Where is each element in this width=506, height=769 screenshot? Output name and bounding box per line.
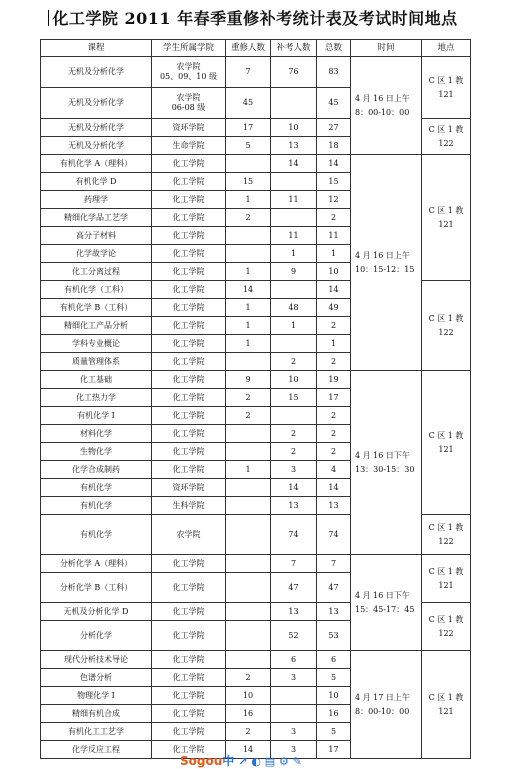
cell-course: 分析化学 [41, 621, 152, 651]
cell-makeup [271, 88, 317, 119]
cell-retake: 1 [226, 191, 271, 209]
cell-course: 无机及分析化学 [41, 57, 152, 88]
cell-retake: 15 [226, 173, 271, 191]
title-text: 化工学院 2011 年春季重修补考统计表及考试时间地点 [52, 9, 458, 28]
cell-college: 化工学院 [152, 263, 226, 281]
cell-college: 化工学院 [152, 443, 226, 461]
cell-course: 有机化学 [41, 515, 152, 555]
cell-retake: 10 [226, 687, 271, 705]
cell-makeup: 15 [271, 389, 317, 407]
cell-college: 化工学院 [152, 603, 226, 621]
cell-retake [226, 603, 271, 621]
cell-course: 精细有机合成 [41, 705, 152, 723]
cell-total: 13 [317, 603, 351, 621]
table-row [41, 651, 471, 669]
cell-makeup: 76 [271, 57, 317, 88]
cell-retake [226, 227, 271, 245]
cell-course: 有机化学 I [41, 407, 152, 425]
cell-makeup: 3 [271, 741, 317, 759]
table-header [41, 40, 471, 57]
cell-makeup: 14 [271, 479, 317, 497]
cell-retake: 7 [226, 57, 271, 88]
cell-college: 化工学院 [152, 371, 226, 389]
cell-college: 化工学院 [152, 669, 226, 687]
cell-makeup: 2 [271, 443, 317, 461]
cell-college: 化工学院 [152, 651, 226, 669]
cell-total: 2 [317, 353, 351, 371]
cell-retake: 1 [226, 335, 271, 353]
cell-total: 45 [317, 88, 351, 119]
header-time: 时间 [351, 40, 422, 57]
cell-retake: 14 [226, 741, 271, 759]
cell-makeup: 52 [271, 621, 317, 651]
cell-college: 农学院 [152, 515, 226, 555]
cell-total: 2 [317, 317, 351, 335]
cell-exam-time: 4 月 16 日下午 13：30-15：30 [351, 371, 422, 555]
cell-course: 无机及分析化学 [41, 137, 152, 155]
cell-course: 化学故学论 [41, 245, 152, 263]
cell-retake: 5 [226, 137, 271, 155]
cell-total: 1 [317, 245, 351, 263]
cell-exam-place: C 区 1 教 121 [422, 371, 471, 515]
cell-course: 精细化工产品分析 [41, 317, 152, 335]
cell-exam-time: 4 月 16 日上午 8：00-10：00 [351, 57, 422, 155]
cell-course: 无机及分析化学 [41, 88, 152, 119]
cell-retake: 14 [226, 281, 271, 299]
cell-course: 分析化学 B（工科） [41, 573, 152, 603]
table-row [41, 155, 471, 173]
cell-course: 有机化学 [41, 479, 152, 497]
cell-total: 13 [317, 497, 351, 515]
cell-college: 化工学院 [152, 155, 226, 173]
cell-total: 5 [317, 669, 351, 687]
text-cursor [48, 10, 49, 26]
cell-retake [226, 425, 271, 443]
cell-retake [226, 621, 271, 651]
cell-course: 有机化学 A（理科） [41, 155, 152, 173]
cell-makeup: 2 [271, 353, 317, 371]
cell-course: 有机化学（工科） [41, 281, 152, 299]
cell-retake: 1 [226, 317, 271, 335]
cell-college: 化工学院 [152, 353, 226, 371]
cell-exam-place: C 区 1 教 122 [422, 603, 471, 651]
cell-college: 化工学院 [152, 209, 226, 227]
cell-total: 2 [317, 425, 351, 443]
cell-course: 现代分析技术导论 [41, 651, 152, 669]
cell-course: 精细化学品工艺学 [41, 209, 152, 227]
table-row [41, 555, 471, 573]
cell-college: 化工学院 [152, 621, 226, 651]
cell-exam-place: C 区 1 教 121 [422, 651, 471, 759]
cell-exam-place: C 区 1 教 121 [422, 555, 471, 603]
cell-retake [226, 555, 271, 573]
cell-makeup: 2 [271, 425, 317, 443]
cell-retake [226, 515, 271, 555]
sogou-logo-text: Sogou [180, 754, 223, 768]
cell-college: 化工学院 [152, 299, 226, 317]
cell-retake: 2 [226, 723, 271, 741]
cell-college: 化工学院 [152, 723, 226, 741]
cell-makeup: 47 [271, 573, 317, 603]
cell-total: 4 [317, 461, 351, 479]
cell-course: 无机及分析化学 [41, 119, 152, 137]
cell-total: 2 [317, 407, 351, 425]
cell-makeup: 14 [271, 155, 317, 173]
cell-course: 物理化学 I [41, 687, 152, 705]
header-place: 地点 [422, 40, 471, 57]
cell-course: 色谱分析 [41, 669, 152, 687]
cell-course: 药理学 [41, 191, 152, 209]
table-body [41, 57, 471, 759]
cell-course: 化学反应工程 [41, 741, 152, 759]
cell-college: 化工学院 [152, 173, 226, 191]
header-course: 课程 [41, 40, 152, 57]
cell-college: 化工学院 [152, 335, 226, 353]
cell-course: 质量管理体系 [41, 353, 152, 371]
cell-college: 生命学院 [152, 137, 226, 155]
cell-exam-time: 4 月 16 日下午 15：45-17：45 [351, 555, 422, 651]
cell-retake: 2 [226, 669, 271, 687]
cell-makeup [271, 335, 317, 353]
sogou-watermark [180, 752, 350, 768]
cell-total: 49 [317, 299, 351, 317]
cell-course: 分析化学 A（理科） [41, 555, 152, 573]
cell-total: 14 [317, 479, 351, 497]
cell-exam-place: C 区 1 教 122 [422, 515, 471, 555]
cell-college: 化工学院 [152, 555, 226, 573]
cell-makeup: 6 [271, 651, 317, 669]
cell-course: 生物化学 [41, 443, 152, 461]
cell-exam-place: C 区 1 教 121 [422, 57, 471, 119]
cell-college: 化工学院 [152, 389, 226, 407]
table-row [41, 371, 471, 389]
cell-college: 农学院 06-08 级 [152, 88, 226, 119]
cell-college: 化工学院 [152, 741, 226, 759]
cell-makeup: 48 [271, 299, 317, 317]
cell-college: 资环学院 [152, 479, 226, 497]
cell-total: 16 [317, 705, 351, 723]
cell-course: 有机化学 D [41, 173, 152, 191]
cell-college: 化工学院 [152, 425, 226, 443]
cell-total: 83 [317, 57, 351, 88]
cell-makeup: 9 [271, 263, 317, 281]
sogou-logo-cn: 中 [222, 754, 235, 768]
cell-college: 化工学院 [152, 227, 226, 245]
cell-makeup: 13 [271, 137, 317, 155]
cell-exam-place: C 区 1 教 122 [422, 281, 471, 371]
cell-retake [226, 573, 271, 603]
cell-makeup [271, 705, 317, 723]
cell-retake [226, 155, 271, 173]
cell-retake: 9 [226, 371, 271, 389]
cell-course: 有机化学 [41, 497, 152, 515]
header-total: 总数 [317, 40, 351, 57]
cell-exam-time: 4 月 16 日上午 10：15-12：15 [351, 155, 422, 371]
page-title [0, 6, 506, 29]
cell-makeup [271, 687, 317, 705]
cell-makeup: 3 [271, 669, 317, 687]
cell-college: 生科学院 [152, 497, 226, 515]
cell-total: 10 [317, 687, 351, 705]
cell-course: 化工分离过程 [41, 263, 152, 281]
cell-college: 资环学院 [152, 119, 226, 137]
cell-makeup [271, 173, 317, 191]
cell-makeup: 10 [271, 119, 317, 137]
cell-retake: 2 [226, 407, 271, 425]
cell-course: 材料化学 [41, 425, 152, 443]
cell-makeup: 13 [271, 603, 317, 621]
cell-retake [226, 651, 271, 669]
table-row [41, 57, 471, 88]
cell-total: 74 [317, 515, 351, 555]
cell-college: 化工学院 [152, 705, 226, 723]
cell-college: 农学院 05、09、10 级 [152, 57, 226, 88]
cell-college: 化工学院 [152, 573, 226, 603]
cell-total: 19 [317, 371, 351, 389]
cell-makeup: 3 [271, 461, 317, 479]
cell-total: 7 [317, 555, 351, 573]
cell-course: 有机化学 B（工科） [41, 299, 152, 317]
cell-retake [226, 245, 271, 263]
cell-college: 化工学院 [152, 191, 226, 209]
cell-retake: 1 [226, 299, 271, 317]
cell-total: 17 [317, 741, 351, 759]
toolbar-icons: ↗ ◐ ▤ ⚙ ✎ [238, 755, 302, 768]
cell-total: 1 [317, 335, 351, 353]
cell-course: 学科专业概论 [41, 335, 152, 353]
cell-retake [226, 353, 271, 371]
cell-total: 2 [317, 209, 351, 227]
cell-course: 高分子材料 [41, 227, 152, 245]
cell-makeup: 74 [271, 515, 317, 555]
header-college: 学生所属学院 [152, 40, 226, 57]
cell-exam-time: 4 月 17 日上午 8：00-10：00 [351, 651, 422, 759]
cell-course: 化工基础 [41, 371, 152, 389]
cell-total: 14 [317, 155, 351, 173]
cell-college: 化工学院 [152, 245, 226, 263]
cell-retake: 16 [226, 705, 271, 723]
cell-makeup: 11 [271, 227, 317, 245]
cell-total: 2 [317, 443, 351, 461]
cell-makeup: 1 [271, 245, 317, 263]
cell-total: 47 [317, 573, 351, 603]
cell-retake: 1 [226, 263, 271, 281]
cell-makeup: 3 [271, 723, 317, 741]
schedule-table [40, 39, 471, 759]
header-row [41, 40, 471, 57]
cell-makeup [271, 407, 317, 425]
cell-college: 化工学院 [152, 461, 226, 479]
cell-retake: 17 [226, 119, 271, 137]
cell-exam-place: C 区 1 教 122 [422, 119, 471, 155]
cell-college: 化工学院 [152, 317, 226, 335]
cell-college: 化工学院 [152, 281, 226, 299]
cell-makeup: 1 [271, 317, 317, 335]
cell-total: 6 [317, 651, 351, 669]
cell-total: 18 [317, 137, 351, 155]
cell-retake: 2 [226, 389, 271, 407]
header-retake: 重修人数 [226, 40, 271, 57]
cell-makeup: 11 [271, 191, 317, 209]
cell-total: 12 [317, 191, 351, 209]
cell-makeup [271, 209, 317, 227]
cell-exam-place: C 区 1 教 121 [422, 155, 471, 281]
cell-course: 有机化工工艺学 [41, 723, 152, 741]
cell-course: 化学合成制药 [41, 461, 152, 479]
cell-retake [226, 443, 271, 461]
cell-retake [226, 497, 271, 515]
cell-total: 15 [317, 173, 351, 191]
cell-total: 17 [317, 389, 351, 407]
cell-total: 27 [317, 119, 351, 137]
cell-makeup: 13 [271, 497, 317, 515]
cell-makeup [271, 281, 317, 299]
cell-total: 11 [317, 227, 351, 245]
cell-total: 10 [317, 263, 351, 281]
cell-college: 化工学院 [152, 407, 226, 425]
cell-college: 化工学院 [152, 687, 226, 705]
cell-retake: 2 [226, 209, 271, 227]
cell-total: 53 [317, 621, 351, 651]
cell-course: 无机及分析化学 D [41, 603, 152, 621]
cell-makeup: 7 [271, 555, 317, 573]
cell-makeup: 10 [271, 371, 317, 389]
cell-retake: 45 [226, 88, 271, 119]
cell-retake [226, 479, 271, 497]
cell-course: 化工热力学 [41, 389, 152, 407]
cell-retake: 1 [226, 461, 271, 479]
header-makeup: 补考人数 [271, 40, 317, 57]
cell-total: 14 [317, 281, 351, 299]
cell-total: 5 [317, 723, 351, 741]
